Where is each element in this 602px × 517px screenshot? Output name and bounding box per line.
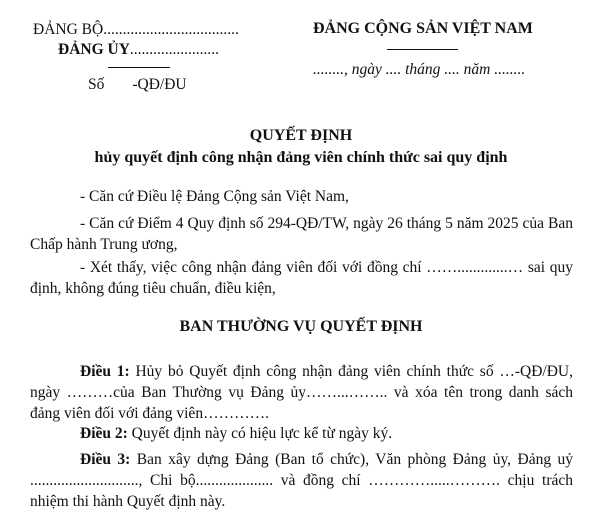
preamble-item: - Xét thấy, việc công nhận đảng viên đối với đồng chí …….............… sai quy định, không đúng tiêu chuẩn, điều kiện, bbox=[30, 259, 573, 297]
party-committee-line bbox=[33, 21, 239, 39]
party-executive-line bbox=[58, 41, 219, 59]
number-label: Số bbox=[88, 76, 105, 93]
party-name: ĐẢNG CỘNG SẢN VIỆT NAM bbox=[313, 20, 533, 37]
document-number bbox=[88, 76, 187, 94]
left-header-divider bbox=[108, 67, 170, 68]
document-subtitle: hủy quyết định công nhận đảng viên chính thức sai quy định bbox=[94, 149, 508, 166]
party-committee-label: ĐẢNG BỘ bbox=[33, 21, 104, 38]
right-header-divider bbox=[387, 49, 458, 50]
preamble-item: - Căn cứ Điều lệ Đảng Cộng sản Việt Nam, bbox=[80, 188, 349, 205]
decision-heading: BAN THƯỜNG VỤ QUYẾT ĐỊNH bbox=[179, 318, 423, 335]
article-label: Điều 3: bbox=[80, 451, 131, 468]
article-text: Quyết định này có hiệu lực kể từ ngày ký. bbox=[127, 425, 393, 442]
document-title: QUYẾT ĐỊNH bbox=[249, 127, 353, 144]
article-2 bbox=[30, 423, 573, 444]
date-line: ........, ngày .... tháng .... năm ........ bbox=[313, 61, 526, 78]
preamble-item: - Căn cứ Điểm 4 Quy định số 294-QĐ/TW, ngày 26 tháng 5 năm 2025 của Ban Chấp hành Trung ương, bbox=[30, 215, 573, 253]
number-suffix: -QĐ/ĐU bbox=[132, 76, 187, 93]
article-text: Ban xây dựng Đảng (Ban tổ chức), Văn phòng Đảng ủy, Đảng uỷ ............................, Chi bộ.................... và đồng chí ………….....………. chịu trách nhiệm thi hành Quyết định này. bbox=[30, 451, 574, 510]
party-executive-blank: ....................... bbox=[129, 41, 220, 58]
article-3 bbox=[30, 449, 573, 512]
article-text: Hủy bỏ Quyết định công nhận đảng viên chính thức số …-QĐ/ĐU, ngày ………của Ban Thường vụ Đảng ủy……...…….. và xóa tên trong danh sách đảng viên đối với đảng viên…………. bbox=[30, 363, 573, 422]
article-label: Điều 2: bbox=[80, 425, 128, 442]
party-executive-label: ĐẢNG ỦY bbox=[58, 41, 130, 58]
article-label: Điều 1: bbox=[80, 363, 130, 380]
party-committee-blank: ................................... bbox=[103, 21, 239, 38]
article-1 bbox=[30, 361, 573, 424]
